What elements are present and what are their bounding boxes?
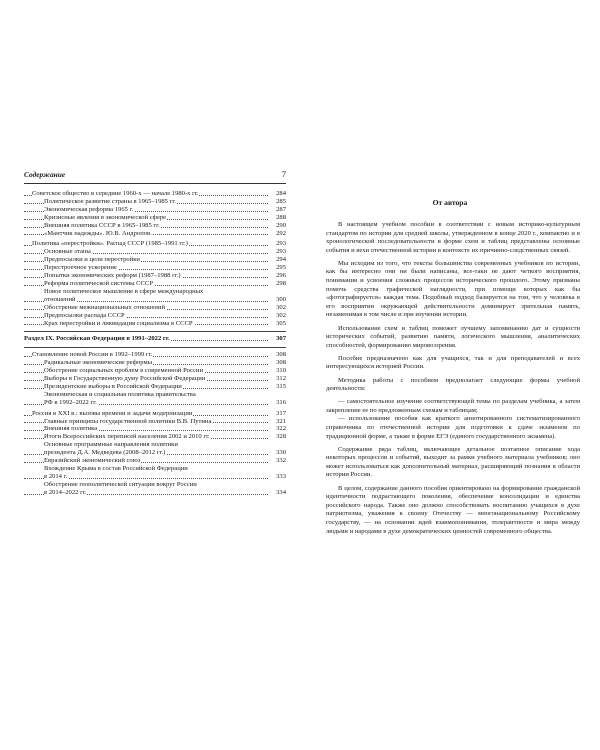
toc-entry-title: Предпосылки и цели перестройки xyxy=(44,256,140,264)
toc-entry-title: Радикальные экономические реформы xyxy=(44,359,153,367)
toc-entry-page: 317 xyxy=(276,409,286,417)
toc-subentry xyxy=(24,280,286,288)
foreword-paragraph: В настоящем учебном пособии в соответствии с новым историко-культурным стандартом по истории для средней школы, утвержденном в конце 2020 г., компактно и в хронологической последовательности в форме схем и таблиц представлены основные события и вехи отечественной истории в контексте их причинно-следственных связей. xyxy=(326,221,580,254)
toc-entry-title: Новое политическое мышление в сфере международных xyxy=(44,287,204,295)
toc-entry-page: 298 xyxy=(276,279,286,287)
section-divider xyxy=(24,331,286,332)
header-title: Содержание xyxy=(24,170,66,179)
foreword-paragraph: — самостоятельное изучение соответствующей темы по разделам учебника, а затем закрепление ее по предложенным схемам и таблицам; xyxy=(326,398,580,414)
toc-entry-page: 322 xyxy=(276,425,286,433)
foreword-paragraph: Содержание ряда таблиц, включающее детальное поэтапное описание хода некоторых процессов и событий, выходит за рамки учебного материала учебников; оно может использоваться как дополнительный материал, расширяющий познания в области истории России. xyxy=(326,445,580,479)
toc-entry-page: 294 xyxy=(276,256,286,264)
toc-subentry xyxy=(24,457,286,465)
toc-subentry xyxy=(24,399,286,407)
toc-entry-page: 300 xyxy=(276,295,286,303)
foreword-paragraph: Пособие предназначено как для учащихся, так и для преподавателей и всех интересующихся историей России. xyxy=(326,354,580,371)
toc-entry-page: 316 xyxy=(276,398,286,406)
toc-entry-page: 332 xyxy=(276,457,286,465)
toc-entry-title: Попытки экономических реформ (1987–1988 гг.) xyxy=(44,272,181,280)
toc-subentry xyxy=(24,391,286,399)
toc-entry-title: Итоги Всероссийских переписей населения 2002 и 2010 гг. xyxy=(44,433,210,441)
toc-entry-title: Становление новой России в 1992–1999 гг. xyxy=(32,351,153,359)
toc-entry-title: Внешняя политика СССР в 1965–1985 гг. xyxy=(44,221,160,229)
toc-subentry xyxy=(24,304,286,312)
toc-entry-title: Основные этапы xyxy=(44,248,91,256)
toc-chapter-entry xyxy=(24,190,286,198)
toc-entry-page: 334 xyxy=(276,488,286,496)
toc-entry-title: Евразийский экономический союз xyxy=(44,457,141,465)
toc-chapter-entry xyxy=(24,410,286,418)
foreword-paragraph: — использование пособия как краткого аннотированного систематизированного справочника по отечественной истории для подготовки к сдаче экзаменов по традиционной форме, а также в форме ЕГЭ (единого государственного экзамена). xyxy=(326,415,580,440)
section-divider xyxy=(24,347,286,348)
toc-entry-title: Политическое развитие страны в 1965–1985 гг. xyxy=(44,197,176,205)
toc-subentry xyxy=(24,359,286,367)
toc-entry-page: 293 xyxy=(276,248,286,256)
right-page xyxy=(300,0,600,750)
page-header xyxy=(24,170,286,184)
toc-entry-page: 296 xyxy=(276,272,286,280)
toc-entry-title: Политика «перестройки». Распад СССР (1985–1991 гг.) xyxy=(32,240,188,248)
toc-entry-page: 328 xyxy=(276,433,286,441)
toc-entry-title: Экономическая и социальная политика правительства xyxy=(44,390,196,398)
toc-entry-title: Советское общество в середине 1960-х — начале 1980-х гг. xyxy=(32,190,199,197)
toc-entry-page: 285 xyxy=(276,197,286,205)
toc-subentry xyxy=(24,449,286,457)
toc-entry-page: 321 xyxy=(276,417,286,425)
toc-subentry xyxy=(24,383,286,391)
toc-entry-page: 308 xyxy=(276,359,286,367)
toc-subentry xyxy=(24,256,286,264)
toc-subentry xyxy=(24,264,286,272)
foreword-paragraph: В целом, содержание данного пособия ориентировано на формирование гражданской идентичности подрастающего поколения, обеспечение консолидации и единства российского народа. Также оно должно способствовать воспитанию учащихся в духе патриотизма, уважения к своему Отечеству — многонациональному Российскому государству, — на основании идей взаимопонимания, толерантности и мира между людьми и народами в духе демократических ценностей современного общества. xyxy=(326,484,580,535)
toc-subentry xyxy=(24,489,286,497)
toc-entry-title: Президентские выборы в Российской Федерации xyxy=(44,382,182,390)
toc-entry-page: 302 xyxy=(276,303,286,311)
toc-subentry xyxy=(24,214,286,222)
toc-entry-page: 312 xyxy=(276,375,286,383)
toc-entry-title: в 2014–2022 гг. xyxy=(44,488,87,496)
page-number: 7 xyxy=(281,169,286,179)
toc-entry-title: Предпосылки распада СССР xyxy=(44,311,125,319)
toc-entry-title: Перестроечное ускорение xyxy=(44,264,117,272)
toc-entry-title: в 2014 г. xyxy=(44,472,68,480)
toc-entry-page: 295 xyxy=(276,264,286,272)
toc-entry-title: Вхождение Крыма в состав Российской Федерации xyxy=(44,465,188,472)
toc-entry-title: РФ в 1992–2022 гг. xyxy=(44,398,97,406)
toc-subentry xyxy=(24,312,286,320)
toc-entry-title: Основные программные направления политики xyxy=(44,441,178,449)
toc-entry-page: 330 xyxy=(276,449,286,457)
toc-entry-title: Обострение социальных проблем в современной России xyxy=(44,367,203,375)
toc-entry-title: Выборы в Государственную думу Российской Федерации xyxy=(44,375,206,383)
foreword-title: От автора xyxy=(432,198,468,207)
toc-entry-page: 287 xyxy=(276,205,286,213)
foreword-paragraph: Использование схем и таблиц поможет лучшему запоминанию дат и сущности исторических событий, развитию памяти, логического мышления, аналитических способностей, формированию мировоззрения. xyxy=(326,324,580,349)
toc-entry-title: Россия в XXI в.: вызовы времени и задачи модернизации xyxy=(32,409,193,417)
toc-entry-page: 292 xyxy=(276,229,286,237)
toc-entry-page: 288 xyxy=(276,213,286,221)
foreword-paragraph: Мы исходим из того, что тексты большинства современных учебников по истории, как бы интересно они ни были написаны, все-таки не дают четкого восприятия, понимания и усвоения сложных процессов исторического прошлого. Этому призваны помочь средства графической наглядности, при помощи которых как бы «фотографируется» каждая тема. Подобный подход базируется на том, что у человека в его восприятии окружающей действительности доминирует зрительная память, незаменимая в том числе и при изучении истории. xyxy=(326,259,580,319)
toc-section-heading xyxy=(24,335,286,343)
toc-entry-title: Внешняя политика xyxy=(44,425,98,433)
toc-subentry xyxy=(24,222,286,230)
toc-entry-page: 307 xyxy=(276,335,286,343)
toc-subentry xyxy=(24,473,286,481)
toc-entry-page: 333 xyxy=(276,472,286,480)
table-of-contents xyxy=(24,190,286,497)
toc-subentry xyxy=(24,272,286,280)
toc-entry-title: Экономическая реформа 1965 г. xyxy=(44,205,134,213)
toc-subentry xyxy=(24,367,286,375)
foreword-body xyxy=(326,221,580,541)
toc-entry-page: 315 xyxy=(276,382,286,390)
toc-subentry xyxy=(24,296,286,304)
toc-entry-page: 293 xyxy=(276,240,286,248)
toc-entry-title: Кризисные явления в экономической сфере xyxy=(44,213,167,221)
toc-subentry xyxy=(24,481,286,489)
toc-entry-title: Обострение геополитической ситуации вокруг России xyxy=(44,480,197,488)
toc-subentry xyxy=(24,441,286,449)
toc-entry-page: 302 xyxy=(276,311,286,319)
toc-entry-title: Обострение межнациональных отношений xyxy=(44,303,166,311)
toc-subentry xyxy=(24,465,286,473)
toc-entry-title: Реформа политической системы СССР xyxy=(44,279,154,287)
toc-entry-title: Крах перестройки и ликвидация социализма в СССР xyxy=(44,319,193,327)
toc-subentry xyxy=(24,288,286,296)
toc-entry-title: «Мантчик надежды». Ю.В. Андропов. xyxy=(44,229,152,237)
toc-subentry xyxy=(24,230,286,238)
toc-entry-title: отношений xyxy=(44,295,76,303)
toc-entry-page: 310 xyxy=(276,367,286,375)
foreword-paragraph: Методика работы с пособием предполагает следующие формы учебной деятельности: xyxy=(326,376,580,393)
toc-entry-page: 305 xyxy=(276,319,286,327)
toc-entry-title: Главные принципы государственной политики В.В. Путина xyxy=(44,417,212,425)
toc-entry-page: 284 xyxy=(276,190,286,197)
toc-entry-title: президента Д.А. Медведева (2008–2012 гг.) xyxy=(44,449,166,457)
toc-subentry xyxy=(24,320,286,328)
toc-subentry xyxy=(24,375,286,383)
toc-entry-page: 308 xyxy=(276,351,286,359)
toc-entry-title: Раздел IX. Российская Федерация в 1991–2022 гг. xyxy=(24,335,170,343)
toc-subentry xyxy=(24,206,286,214)
toc-subentry xyxy=(24,198,286,206)
toc-entry-page: 290 xyxy=(276,221,286,229)
